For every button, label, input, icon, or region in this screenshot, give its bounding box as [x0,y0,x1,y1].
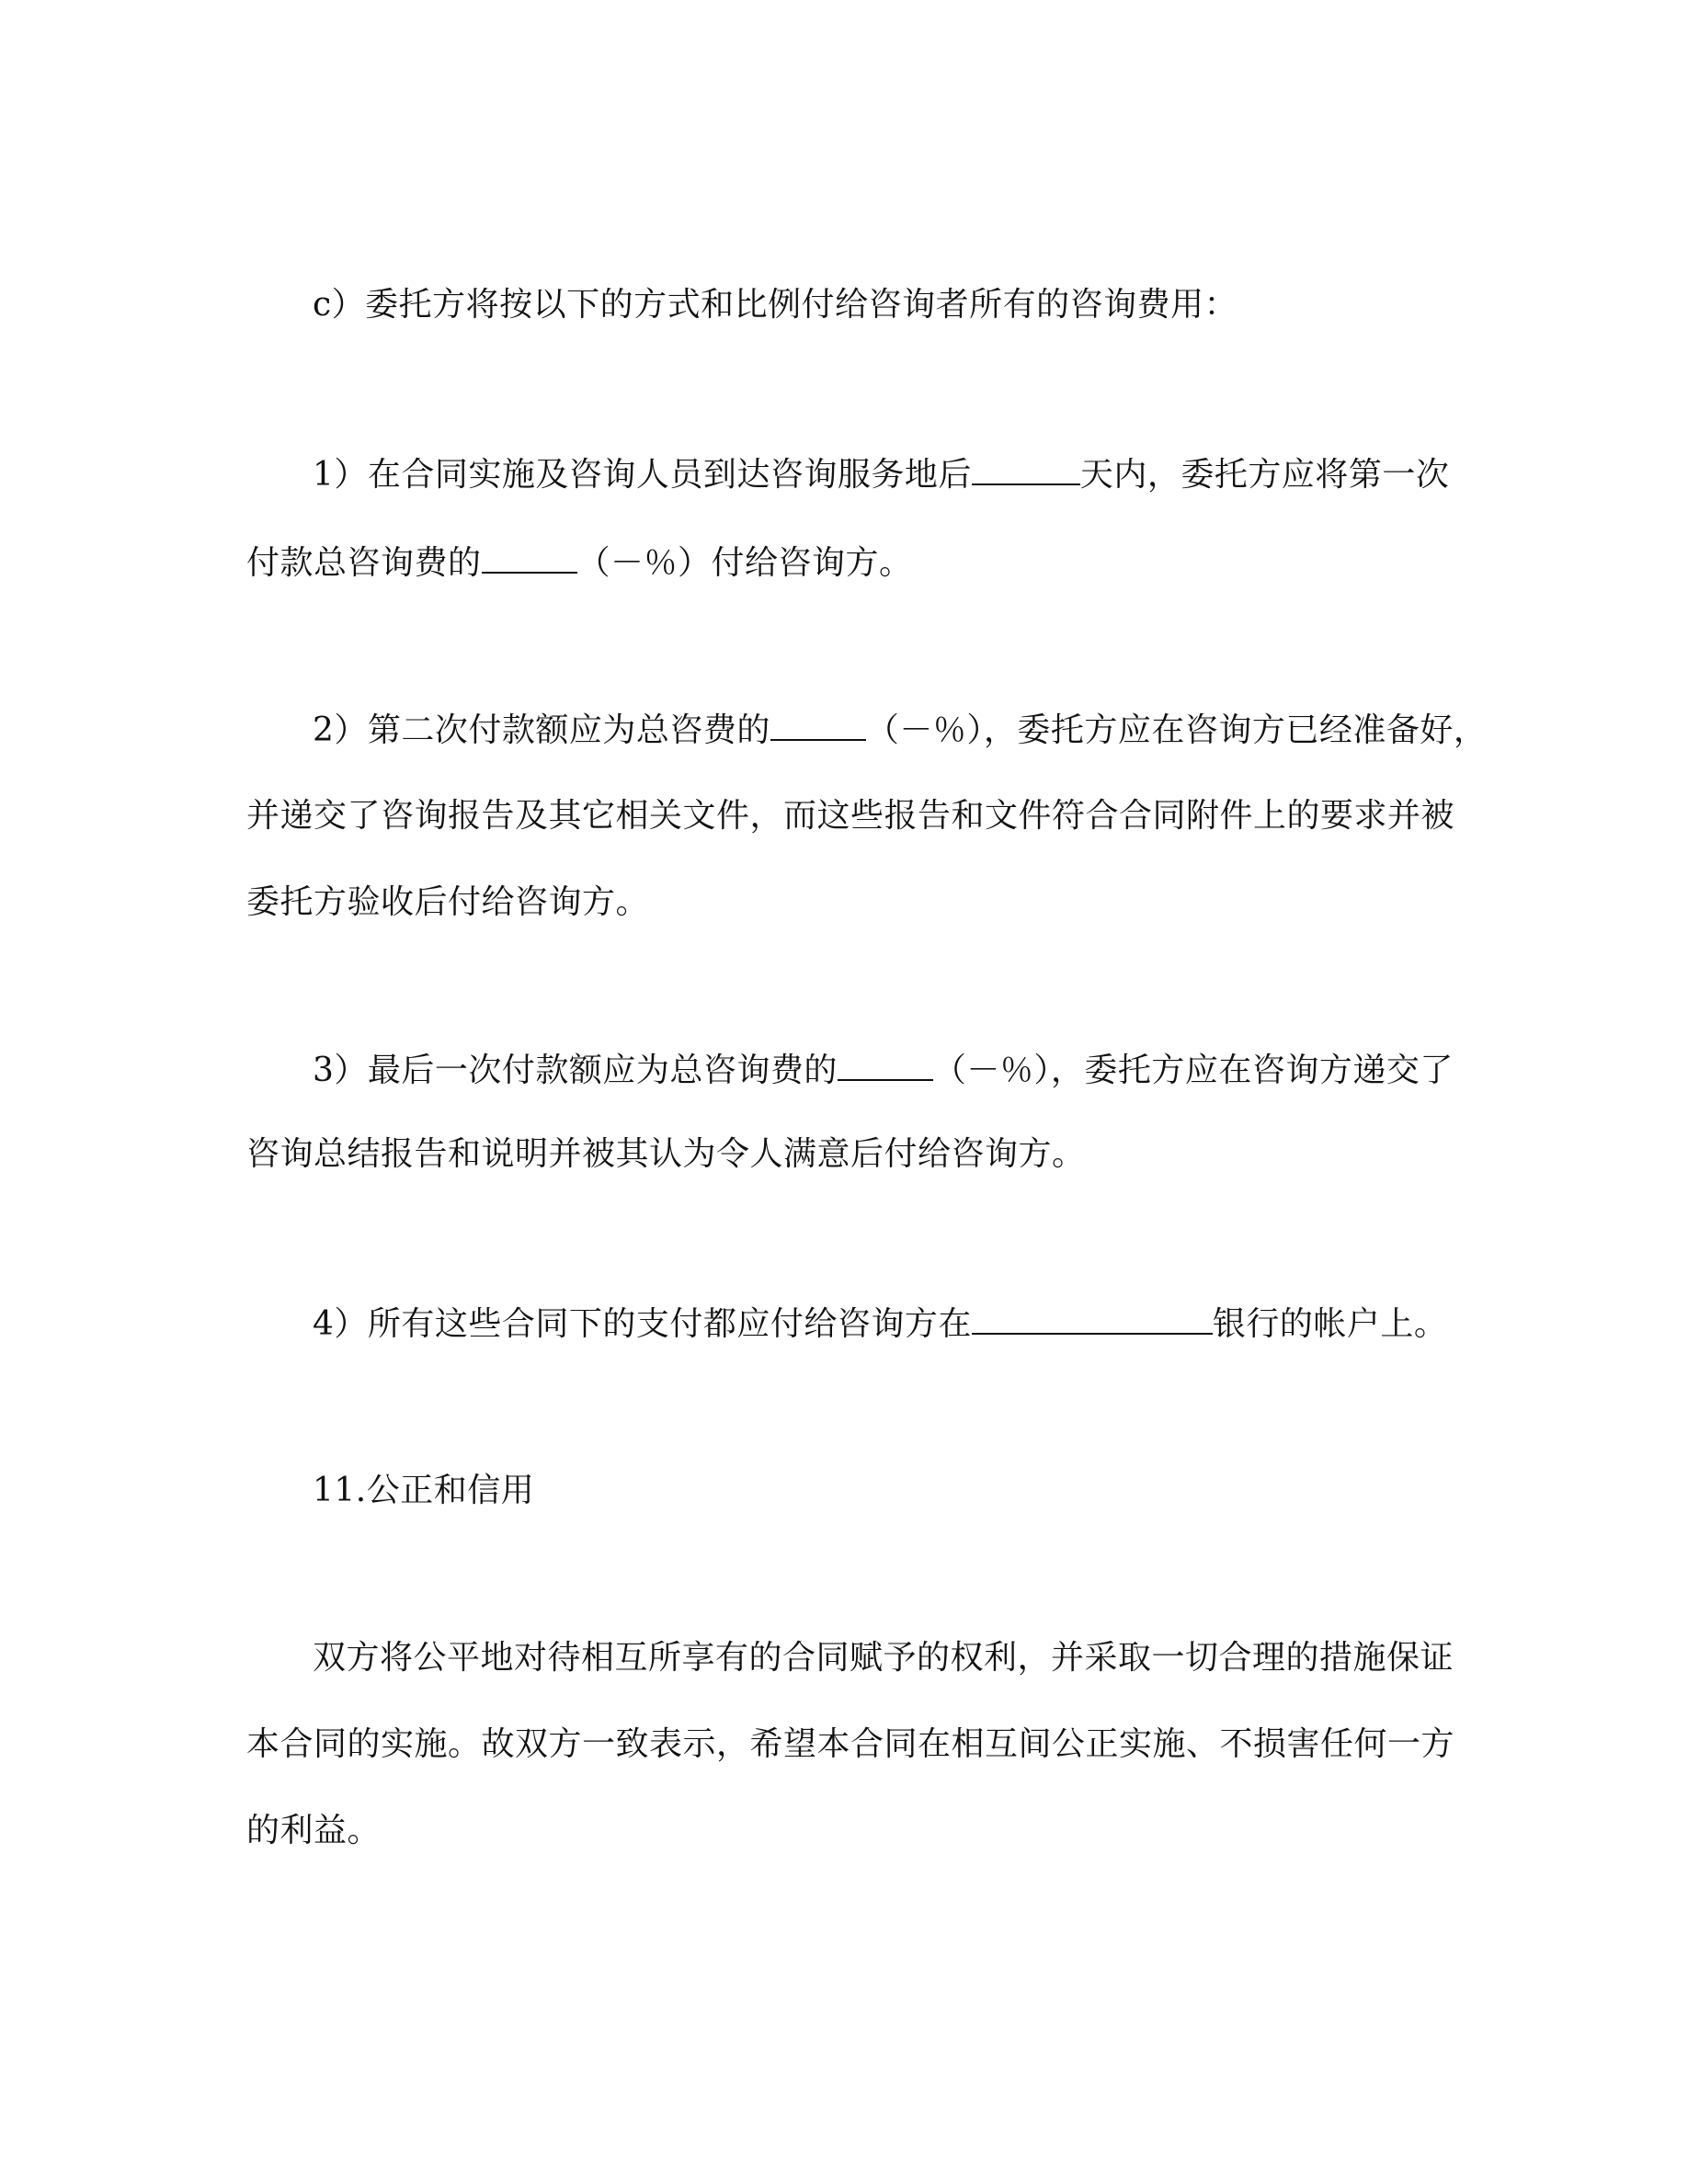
final-payment-amount-blank [838,1048,933,1081]
payment-item-1-text-d: （－％）付给咨询方。 [576,544,913,582]
payment-item-4-line-1 [313,1302,1447,1345]
payment-item-1-text-a: 1）在合同实施及咨询人员到达咨询服务地后 [313,456,972,494]
section-11-body-line-2 [246,1724,1454,1765]
payment-item-4-text-b: 银行的帐户上。 [1212,1305,1448,1343]
section-11-body-line-3 [246,1811,381,1851]
payment-item-3-text-b: （－％），委托方应在咨询方递交了 [932,1052,1454,1089]
payment-item-1-line-1 [313,452,1449,495]
section-11-heading [313,1471,534,1511]
section-11-body-text-a: 双方将公平地对待相互所享有的合同赋予的权利，并采取一切合理的措施保证 [313,1639,1454,1677]
payment-item-1-text-c: 付款总咨询费的 [246,544,482,582]
payment-item-3-text-a: 3）最后一次付款额应为总咨询费的 [313,1052,838,1089]
payment-item-3-line-2 [246,1134,1086,1175]
section-11-body-line-1 [313,1638,1454,1678]
payment-item-2-text-d: 委托方验收后付给咨询方。 [246,883,650,921]
section-11-heading-text: 11.公正和信用 [313,1472,535,1509]
first-payment-amount-blank [482,540,577,574]
payment-item-2-text-c: 并递交了咨询报告及其它相关文件，而这些报告和文件符合合同附件上的要求并被 [246,797,1455,835]
payment-item-3-line-1 [313,1048,1454,1091]
section-11-body-text-b: 本合同的实施。故双方一致表示，希望本合同在相互间公正实施、不损害任何一方 [246,1725,1455,1763]
payment-item-1-line-2 [246,540,913,584]
bank-name-blank [972,1302,1213,1335]
payment-method-intro-text: c）委托方将按以下的方式和比例付给咨询者所有的咨询费用： [313,286,1238,324]
payment-method-intro [313,285,1237,325]
payment-item-2-text-a: 2）第二次付款额应为总咨费的 [313,711,770,749]
payment-item-3-text-c: 咨询总结报告和说明并被其认为令人满意后付给咨询方。 [246,1135,1086,1173]
payment-item-1-text-b: 天内，委托方应将第一次 [1079,456,1450,494]
payment-item-2-line-2 [246,796,1454,836]
payment-item-2-line-1 [313,708,1487,751]
days-blank [972,452,1080,485]
payment-item-4-text-a: 4）所有这些合同下的支付都应付给咨询方在 [313,1305,972,1343]
second-payment-amount-blank [770,708,866,741]
section-11-body-text-c: 的利益。 [246,1812,382,1849]
payment-item-2-text-b: （－％），委托方应在咨询方已经准备好， [865,711,1488,749]
payment-item-2-line-3 [246,882,649,923]
